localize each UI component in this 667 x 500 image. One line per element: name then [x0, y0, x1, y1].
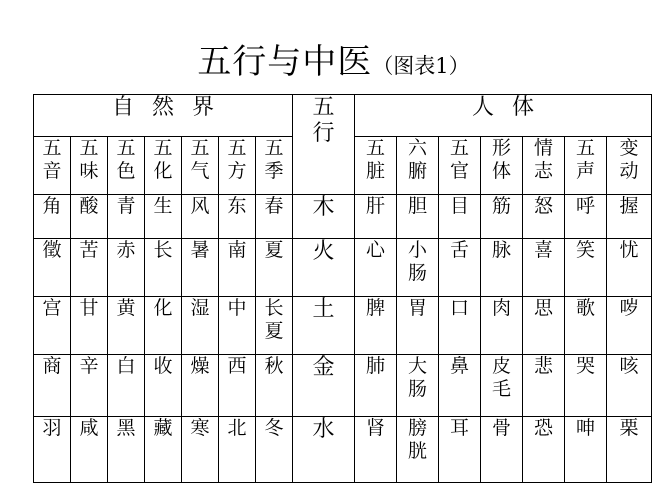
cell-text: 冬 — [264, 417, 284, 439]
cell-text: 耳 — [449, 417, 469, 439]
table-cell — [256, 195, 293, 239]
cell-text: 酸 — [79, 195, 99, 217]
table-cell — [219, 417, 256, 483]
table-cell — [219, 297, 256, 355]
cell-text: 筋 — [491, 195, 511, 217]
cell-text: 长夏 — [264, 297, 284, 342]
cell-text: 秋 — [264, 355, 284, 377]
cell-text: 脾 — [365, 297, 385, 319]
table-cell — [397, 355, 439, 417]
column-header-label: 五声 — [575, 137, 595, 182]
cell-text: 苦 — [79, 239, 99, 261]
cell-text: 木 — [312, 195, 335, 220]
cell-text: 徵 — [42, 239, 62, 261]
table-cell — [481, 239, 523, 297]
column-header-body-6 — [607, 137, 652, 195]
cell-text: 恐 — [533, 417, 553, 439]
table-cell — [397, 417, 439, 483]
cell-text: 土 — [312, 297, 335, 322]
column-header-nature-6 — [256, 137, 293, 195]
table-cell — [481, 297, 523, 355]
cell-text: 金 — [312, 355, 335, 380]
cell-text: 膀胱 — [407, 417, 427, 462]
element-column-header — [293, 95, 355, 195]
element-cell — [293, 239, 355, 297]
table-cell — [34, 239, 71, 297]
table-cell — [355, 239, 397, 297]
cell-text: 春 — [264, 195, 284, 217]
cell-text: 呻 — [575, 417, 595, 439]
table-cell — [145, 355, 182, 417]
cell-text: 忧 — [619, 239, 639, 261]
table-cell — [607, 195, 652, 239]
page-title — [0, 34, 667, 83]
table-row — [34, 239, 652, 297]
cell-text: 长 — [153, 239, 173, 261]
table-cell — [565, 297, 607, 355]
column-header-body-0 — [355, 137, 397, 195]
column-header-body-1 — [397, 137, 439, 195]
column-header-label: 五色 — [116, 137, 136, 182]
table-cell — [71, 355, 108, 417]
table-cell — [565, 239, 607, 297]
body-group-label: 人体 — [472, 95, 553, 120]
column-header-label: 五季 — [264, 137, 284, 182]
table-row — [34, 195, 652, 239]
table-cell — [565, 417, 607, 483]
five-elements-table — [33, 94, 652, 483]
cell-text: 舌 — [449, 239, 469, 261]
cell-text: 火 — [312, 239, 335, 264]
cell-text: 骨 — [491, 417, 511, 439]
cell-text: 青 — [116, 195, 136, 217]
table-cell — [355, 297, 397, 355]
table-cell — [607, 355, 652, 417]
cell-text: 藏 — [153, 417, 173, 439]
column-header-body-3 — [481, 137, 523, 195]
cell-text: 口 — [449, 297, 469, 319]
element-cell — [293, 297, 355, 355]
cell-text: 黑 — [116, 417, 136, 439]
table-cell — [71, 417, 108, 483]
table-cell — [219, 195, 256, 239]
cell-text: 肾 — [365, 417, 385, 439]
cell-text: 呼 — [575, 195, 595, 217]
cell-text: 北 — [227, 417, 247, 439]
table-cell — [607, 417, 652, 483]
column-header-label: 六腑 — [407, 137, 427, 182]
table-cell — [523, 239, 565, 297]
cell-text: 脉 — [491, 239, 511, 261]
cell-text: 中 — [227, 297, 247, 319]
table-cell — [182, 239, 219, 297]
cell-text: 目 — [449, 195, 469, 217]
table-cell — [256, 355, 293, 417]
cell-text: 水 — [312, 417, 335, 442]
body-group-header — [355, 95, 652, 137]
table-row — [34, 355, 652, 417]
table-cell — [182, 355, 219, 417]
cell-text: 大肠 — [407, 355, 427, 400]
table-cell — [397, 239, 439, 297]
table-cell — [481, 195, 523, 239]
table-cell — [219, 239, 256, 297]
cell-text: 湿 — [190, 297, 210, 319]
cell-text: 栗 — [619, 417, 639, 439]
table-cell — [355, 417, 397, 483]
column-header-nature-3 — [145, 137, 182, 195]
cell-text: 哕 — [619, 297, 639, 319]
table-cell — [34, 355, 71, 417]
table-cell — [439, 297, 481, 355]
cell-text: 思 — [533, 297, 553, 319]
element-cell — [293, 417, 355, 483]
cell-text: 咳 — [619, 355, 639, 377]
table-cell — [607, 239, 652, 297]
cell-text: 怒 — [533, 195, 553, 217]
cell-text: 商 — [42, 355, 62, 377]
column-header-body-4 — [523, 137, 565, 195]
cell-text: 握 — [619, 195, 639, 217]
table-cell — [182, 417, 219, 483]
table-cell — [355, 355, 397, 417]
element-cell — [293, 195, 355, 239]
cell-text: 辛 — [79, 355, 99, 377]
column-header-label: 五味 — [79, 137, 99, 182]
table-cell — [481, 355, 523, 417]
column-header-nature-2 — [108, 137, 145, 195]
column-header-nature-0 — [34, 137, 71, 195]
cell-text: 黄 — [116, 297, 136, 319]
table-cell — [523, 417, 565, 483]
table-cell — [108, 355, 145, 417]
column-header-label: 五音 — [42, 137, 62, 182]
cell-text: 化 — [153, 297, 173, 319]
cell-text: 肝 — [365, 195, 385, 217]
nature-group-label: 自然界 — [111, 95, 232, 120]
table-cell — [71, 297, 108, 355]
element-cell — [293, 355, 355, 417]
column-header-label: 变动 — [619, 137, 639, 182]
table-cell — [108, 297, 145, 355]
cell-text: 胆 — [407, 195, 427, 217]
table-cell — [439, 355, 481, 417]
cell-text: 东 — [227, 195, 247, 217]
cell-text: 胃 — [407, 297, 427, 319]
table-cell — [439, 239, 481, 297]
column-header-body-5 — [565, 137, 607, 195]
cell-text: 笑 — [575, 239, 595, 261]
table-cell — [565, 195, 607, 239]
element-column-label: 五行 — [312, 95, 335, 147]
table-cell — [397, 297, 439, 355]
table-cell — [607, 297, 652, 355]
table-cell — [523, 355, 565, 417]
table-cell — [182, 297, 219, 355]
column-header-label: 五官 — [449, 137, 469, 182]
cell-text: 小肠 — [407, 239, 427, 284]
table-cell — [34, 417, 71, 483]
cell-text: 鼻 — [449, 355, 469, 377]
table-row — [34, 297, 652, 355]
column-header-label: 五化 — [153, 137, 173, 182]
table-cell — [108, 195, 145, 239]
table-cell — [565, 355, 607, 417]
table-cell — [481, 417, 523, 483]
table-cell — [355, 195, 397, 239]
cell-text: 夏 — [264, 239, 284, 261]
cell-text: 悲 — [533, 355, 553, 377]
title-sub: （图表1） — [372, 54, 470, 78]
table-cell — [34, 195, 71, 239]
cell-text: 燥 — [190, 355, 210, 377]
table-cell — [397, 195, 439, 239]
table-cell — [71, 195, 108, 239]
table-cell — [145, 417, 182, 483]
table-cell — [108, 239, 145, 297]
column-header-body-2 — [439, 137, 481, 195]
cell-text: 南 — [227, 239, 247, 261]
column-header-label: 五方 — [227, 137, 247, 182]
cell-text: 咸 — [79, 417, 99, 439]
table-cell — [256, 417, 293, 483]
column-header-nature-5 — [219, 137, 256, 195]
cell-text: 喜 — [533, 239, 553, 261]
title-main: 五行与中医 — [197, 42, 373, 82]
table-cell — [256, 297, 293, 355]
table-cell — [439, 195, 481, 239]
table-row — [34, 417, 652, 483]
cell-text: 甘 — [79, 297, 99, 319]
cell-text: 心 — [365, 239, 385, 261]
table-cell — [145, 195, 182, 239]
column-header-label: 五脏 — [365, 137, 385, 182]
table-cell — [34, 297, 71, 355]
table-cell — [256, 239, 293, 297]
nature-group-header — [34, 95, 293, 137]
table-cell — [145, 239, 182, 297]
cell-text: 生 — [153, 195, 173, 217]
cell-text: 白 — [116, 355, 136, 377]
table-cell — [108, 417, 145, 483]
table-cell — [219, 355, 256, 417]
cell-text: 收 — [153, 355, 173, 377]
table-cell — [145, 297, 182, 355]
table-cell — [182, 195, 219, 239]
cell-text: 暑 — [190, 239, 210, 261]
cell-text: 寒 — [190, 417, 210, 439]
cell-text: 哭 — [575, 355, 595, 377]
column-header-label: 情志 — [533, 137, 553, 182]
cell-text: 肺 — [365, 355, 385, 377]
cell-text: 皮毛 — [491, 355, 511, 400]
table-cell — [71, 239, 108, 297]
cell-text: 赤 — [116, 239, 136, 261]
cell-text: 羽 — [42, 417, 62, 439]
cell-text: 西 — [227, 355, 247, 377]
cell-text: 角 — [42, 195, 62, 217]
cell-text: 歌 — [575, 297, 595, 319]
column-header-nature-1 — [71, 137, 108, 195]
cell-text: 风 — [190, 195, 210, 217]
table-cell — [523, 195, 565, 239]
column-header-nature-4 — [182, 137, 219, 195]
table-cell — [439, 417, 481, 483]
column-header-label: 形体 — [491, 137, 511, 182]
table-cell — [523, 297, 565, 355]
cell-text: 宫 — [42, 297, 62, 319]
cell-text: 肉 — [491, 297, 511, 319]
column-header-label: 五气 — [190, 137, 210, 182]
